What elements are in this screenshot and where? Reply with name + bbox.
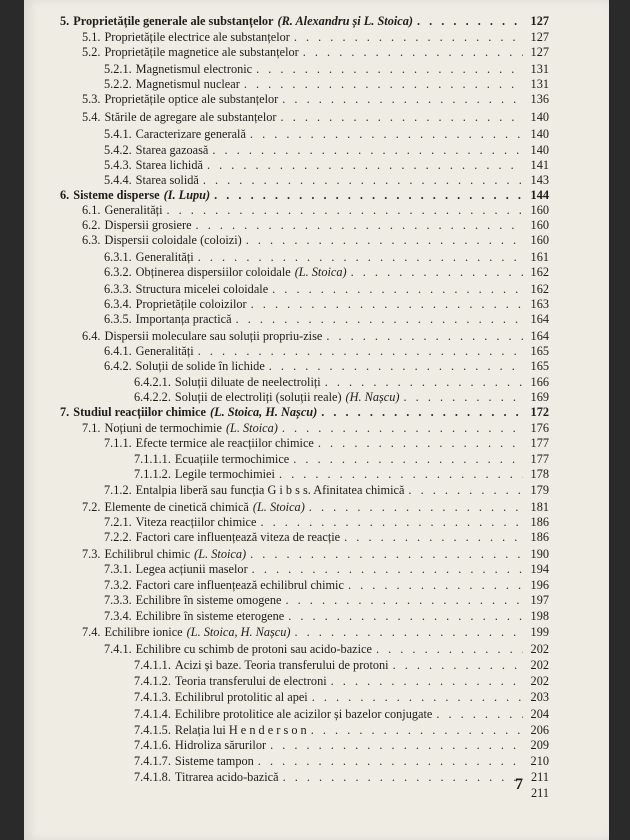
toc-entry-page: 166 [530,375,549,389]
leader-dots [294,30,523,45]
toc-entry [104,578,549,593]
toc-entry-page: 202 [530,642,549,656]
toc-entry-page: 211 [531,770,549,784]
toc-entry-number: 6.1. [82,203,101,217]
toc-entry-number: 6.4.2. [104,359,132,373]
toc-entry-number: 7.1.2. [104,483,132,497]
toc-entry-page: 163 [530,297,549,311]
toc-entry [134,754,549,769]
toc-entry-title: Starea solidă [135,173,199,187]
toc-entry-author: (R. Alexandru și L. Stoica) [277,14,413,28]
toc-entry-page: 176 [530,421,549,435]
leader-dots [256,62,523,77]
toc-entry-number: 7.4.1.4. [134,707,171,721]
toc-entry-title: Echilibre în sisteme eterogene [135,609,285,623]
toc-entry-number: 7.4.1.5. [134,723,171,737]
toc-entry-author: (L. Stoica) [225,421,278,435]
toc-entry-title: Factori care influențează viteza de reacție [135,530,341,544]
leader-dots [309,500,523,515]
toc-entry-number: 7.4. [82,625,101,639]
leader-dots [198,250,523,265]
toc-entry-number: 6.3.3. [104,282,132,296]
toc-entry [104,344,549,359]
leader-dots [282,92,523,107]
leader-dots [203,173,523,188]
toc-entry-number: 5.2.1. [104,62,132,76]
toc-entry-title: Dispersii grosiere [104,218,192,232]
toc-entry-title: Acizi și baze. Teoria transferului de protoni [174,658,389,672]
toc-entry-title: Soluții de solide în lichide [135,359,265,373]
toc-entry-title: Sisteme disperse [73,188,160,202]
toc-entry-title: Starea gazoasă [135,143,209,157]
leader-dots [250,547,523,562]
toc-entry-page: 203 [530,690,549,704]
toc-entry-title: Magnetismul nuclear [135,77,240,91]
toc-entry-title: Soluții diluate de neelectroliți [174,375,321,389]
toc-entry-title: Legea acțiunii maselor [135,562,248,576]
toc-entry-author: (L. Stoica) [252,500,305,514]
toc-entry-title: Stările de agregare ale substanțelor [104,110,277,124]
toc-entry [104,77,549,92]
leader-dots [269,359,523,374]
toc-entry-number: 5.1. [82,30,101,44]
toc-entry-title: Caracterizare generală [135,127,246,141]
toc-entry [82,110,549,125]
leader-dots [214,188,523,203]
toc-entry-number: 5.4.2. [104,143,132,157]
toc-entry-author: (L. Stoica, H. Nașcu) [209,405,318,419]
toc-entry-page: 165 [530,359,549,373]
toc-entry-title: Legile termochimiei [174,467,275,481]
toc-entry [60,405,549,420]
toc-entry-number: 7.2.1. [104,515,132,529]
toc-entry-title: Relația lui H e n d e r s o n [174,723,307,737]
toc-entry [104,127,549,142]
toc-entry [82,203,549,218]
toc-entry-number: 6.3.2. [104,265,132,279]
toc-entry-page: 190 [530,547,549,561]
toc-entry-number: 7.1.1. [104,436,132,450]
book-page [24,0,609,840]
toc-entry-number: 7.1. [82,421,101,435]
toc-entry-page: 140 [530,110,549,124]
toc-entry-page: 196 [530,578,549,592]
toc-entry-title: Echilibre protolitice ale acizilor și bazelor conjugate [174,707,433,721]
toc-entry [82,329,549,344]
toc-entry-page: 194 [530,562,549,576]
toc-entry [82,421,549,436]
toc-entry-page: 160 [530,203,549,217]
leader-dots [295,625,524,640]
toc-trailing-page [527,786,549,801]
toc-entry-page: 172 [530,405,549,419]
toc-entry-page: 162 [530,282,549,296]
toc-entry-page: 209 [530,738,549,752]
toc-entry-page: 131 [530,62,549,76]
toc-entry [104,483,549,498]
toc-entry-page: 140 [530,127,549,141]
toc-entry [82,45,549,60]
leader-dots [344,530,523,545]
leader-dots [331,674,523,689]
leader-dots [303,45,523,60]
toc-entry-page: 177 [530,436,549,450]
toc-entry [104,609,549,624]
toc-entry-number: 7.4.1.1. [134,658,171,672]
leader-dots [417,14,523,29]
toc-entry [104,593,549,608]
leader-dots [251,297,523,312]
leader-dots [404,390,523,405]
toc-entry [134,658,549,673]
toc-entry-title: Ecuațiile termochimice [174,452,290,466]
toc-entry-title: Echilibrul protolitic al apei [174,690,308,704]
toc-entry-number: 6. [60,188,70,202]
toc-entry-number: 5.3. [82,92,101,106]
toc-entry [134,738,549,753]
toc-entry [82,218,549,233]
toc-entry-number: 7.4.1.2. [134,674,171,688]
leader-dots [252,562,523,577]
toc-entry [104,515,549,530]
toc-entry-page: 131 [530,77,549,91]
toc-entry [134,390,549,405]
toc-entry [104,312,549,327]
leader-dots [282,421,523,436]
leader-dots [207,158,523,173]
toc-entry-title: Proprietățile coloizilor [135,297,247,311]
toc-entry-title: Proprietățile electrice ale substanțelor [104,30,290,44]
toc-entry-number: 7. [60,405,70,419]
toc-entry-title: Echilibrul chimic [104,547,191,561]
toc-entry-number: 6.3.5. [104,312,132,326]
toc-entry-page: 202 [530,658,549,672]
toc-entry-page: 202 [530,674,549,688]
toc-entry [104,297,549,312]
toc-entry-title: Magnetismul electronic [135,62,253,76]
toc-entry-title: Proprietățile generale ale substanțelor [73,14,274,28]
toc-entry-title: Hidroliza sărurilor [174,738,267,752]
toc-entry-title: Echilibre cu schimb de protoni sau acido-bazice [135,642,372,656]
toc-entry-page: 136 [530,92,549,106]
toc-entry-title: Dispersii moleculare sau soluții propriu-zise [104,329,323,343]
leader-dots [376,642,523,657]
toc-entry-page: 143 [530,173,549,187]
toc-entry-page: 181 [530,500,549,514]
leader-dots [212,143,523,158]
toc-entry-page: 210 [530,754,549,768]
leader-dots [293,452,523,467]
toc-entry-number: 7.4.1.8. [134,770,171,784]
toc-entry-number: 7.2.2. [104,530,132,544]
leader-dots [318,436,523,451]
toc-entry-title: Dispersii coloidale (coloizi) [104,233,242,247]
toc-entry-number: 6.4.2.1. [134,375,171,389]
toc-entry [134,674,549,689]
leader-dots [281,110,523,125]
toc-entry-number: 7.4.1. [104,642,132,656]
toc-entry-page: 141 [530,158,549,172]
toc-entry-title: Titrarea acido-bazică [174,770,279,784]
leader-dots [279,467,523,482]
toc-entry [104,143,549,158]
toc-entry-number: 6.3. [82,233,101,247]
toc-entry-title: Generalități [135,344,194,358]
leader-dots [272,282,523,297]
toc-entry-number: 5.4. [82,110,101,124]
toc-entry-page: 164 [530,312,549,326]
toc-entry-page: 160 [530,233,549,247]
toc-entry-number: 7.1.1.1. [134,452,171,466]
toc-entry-page: 204 [530,707,549,721]
toc-entry-page: 160 [530,218,549,232]
toc-entry [60,188,549,203]
toc-entry-number: 7.2. [82,500,101,514]
leader-dots [270,738,523,753]
toc-entry-page: 186 [530,515,549,529]
leader-dots [283,770,523,785]
toc-entry [134,467,549,482]
toc-entry-number: 6.4.1. [104,344,132,358]
toc-entry-page: 144 [530,188,549,202]
leader-dots [246,233,523,248]
toc-entry-page: 127 [530,30,549,44]
leader-dots [348,578,523,593]
toc-entry-number: 7.4.1.3. [134,690,171,704]
toc-entry-title: Sisteme tampon [174,754,254,768]
toc-entry-number: 7.3.3. [104,593,132,607]
leader-dots [198,344,523,359]
toc-entry-title: Teoria transferului de electroni [174,674,327,688]
toc-entry-number: 5.2. [82,45,101,59]
toc-entry [134,690,549,705]
toc-entry-page: 178 [530,467,549,481]
toc-entry-author: (L. Stoica) [294,265,347,279]
toc-entry-page: 169 [530,390,549,404]
toc-entry-number: 7.4.1.7. [134,754,171,768]
toc-entry [104,282,549,297]
toc-entry [104,359,549,374]
leader-dots [196,218,523,233]
toc-entry-title: Viteza reacțiilor chimice [135,515,257,529]
toc-entry-page: 179 [530,483,549,497]
toc-entry-page: 127 [530,14,549,28]
toc-entry-title: Structura micelei coloidale [135,282,269,296]
toc-entry [104,265,549,280]
toc-entry [82,233,549,248]
toc-entry-title: Elemente de cinetică chimică [104,500,249,514]
leader-dots [408,483,523,498]
toc-entry-number: 5. [60,14,70,28]
toc-entry-title: Entalpia liberă sau funcția G i b s s. Afinitatea chimică [135,483,405,497]
toc-entry-number: 6.2. [82,218,101,232]
toc-entry [104,436,549,451]
toc-entry-number: 6.4.2.2. [134,390,171,404]
toc-entry-title: Proprietățile magnetice ale substanțelor [104,45,299,59]
leader-dots [286,593,524,608]
toc-entry-number: 6.4. [82,329,101,343]
toc-entry-title: Noțiuni de termochimie [104,421,222,435]
toc-entry-author: (L. Stoica, H. Nașcu) [186,625,291,639]
leader-dots [351,265,523,280]
toc-entry [82,500,549,515]
toc-entry-title: Obținerea dispersiilor coloidale [135,265,291,279]
toc-entry [82,547,549,562]
toc-entry-number: 7.4.1.6. [134,738,171,752]
leader-dots [288,609,523,624]
toc-entry-author: (I. Lupu) [163,188,211,202]
toc-entry-page: 127 [530,45,549,59]
toc-entry-title: Soluții de electroliți (soluții reale) [174,390,342,404]
toc-entry-number: 5.2.2. [104,77,132,91]
leader-dots [325,375,523,390]
toc-entry-title: Generalități [135,250,194,264]
toc-entry [104,173,549,188]
toc-entry-number: 5.4.1. [104,127,132,141]
toc-entry-page: 161 [530,250,549,264]
toc-entry-title: Echilibre în sisteme omogene [135,593,282,607]
toc-entry-page: 177 [530,452,549,466]
toc-entry [134,452,549,467]
page-number: 7 [515,776,523,793]
toc-entry-page: 186 [530,530,549,544]
toc-entry-title: Proprietățile optice ale substanțelor [104,92,279,106]
toc-entry-page: 162 [530,265,549,279]
toc-entry-title: Starea lichidă [135,158,203,172]
leader-dots [167,203,524,218]
toc-entry-page: 197 [530,593,549,607]
toc-entry-page: 165 [530,344,549,358]
toc-entry-page: 140 [530,143,549,157]
toc-entry [134,375,549,390]
toc-entry [134,707,549,722]
toc-entry [104,530,549,545]
leader-dots [393,658,523,673]
toc-entry-title: Importanța practică [135,312,232,326]
toc-entry-page: 198 [530,609,549,623]
toc-entry-page: 206 [530,723,549,737]
toc-entry-number: 6.3.4. [104,297,132,311]
toc-entry [104,562,549,577]
leader-dots [436,707,523,722]
toc-entry-number: 5.4.3. [104,158,132,172]
toc-entry-number: 7.1.1.2. [134,467,171,481]
toc-entry-title: Echilibre ionice [104,625,183,639]
toc-entry-number: 5.4.4. [104,173,132,187]
leader-dots [326,329,523,344]
leader-dots [321,405,523,420]
leader-dots [244,77,523,92]
toc-entry [60,14,549,29]
toc-entry-title: Studiul reacțiilor chimice [73,405,206,419]
leader-dots [260,515,523,530]
toc-entry-page: 211 [531,786,549,800]
leader-dots [311,723,523,738]
toc-entry-number: 7.3.2. [104,578,132,592]
leader-dots [312,690,523,705]
toc-entry-page: 164 [530,329,549,343]
toc-entry-title: Generalități [104,203,163,217]
leader-dots [258,754,523,769]
toc-entry [104,158,549,173]
toc-entry-author: (L. Stoica) [194,547,247,561]
toc-entry-number: 6.3.1. [104,250,132,264]
leader-dots [250,127,523,142]
toc-entry [134,723,549,738]
toc-entry-author: (H. Nașcu) [345,390,400,404]
toc-entry [104,250,549,265]
toc-entry-number: 7.3. [82,547,101,561]
toc-entry [134,770,549,785]
toc-entry-number: 7.3.1. [104,562,132,576]
toc-entry-title: Factori care influențează echilibrul chimic [135,578,344,592]
toc-entry [82,30,549,45]
toc-entry-page: 199 [530,625,549,639]
toc-entry [82,625,549,640]
toc-entry [104,62,549,77]
toc-entry-number: 7.3.4. [104,609,132,623]
leader-dots [236,312,523,327]
toc-entry [82,92,549,107]
toc-entry [104,642,549,657]
toc-entry-title: Efecte termice ale reacțiilor chimice [135,436,314,450]
